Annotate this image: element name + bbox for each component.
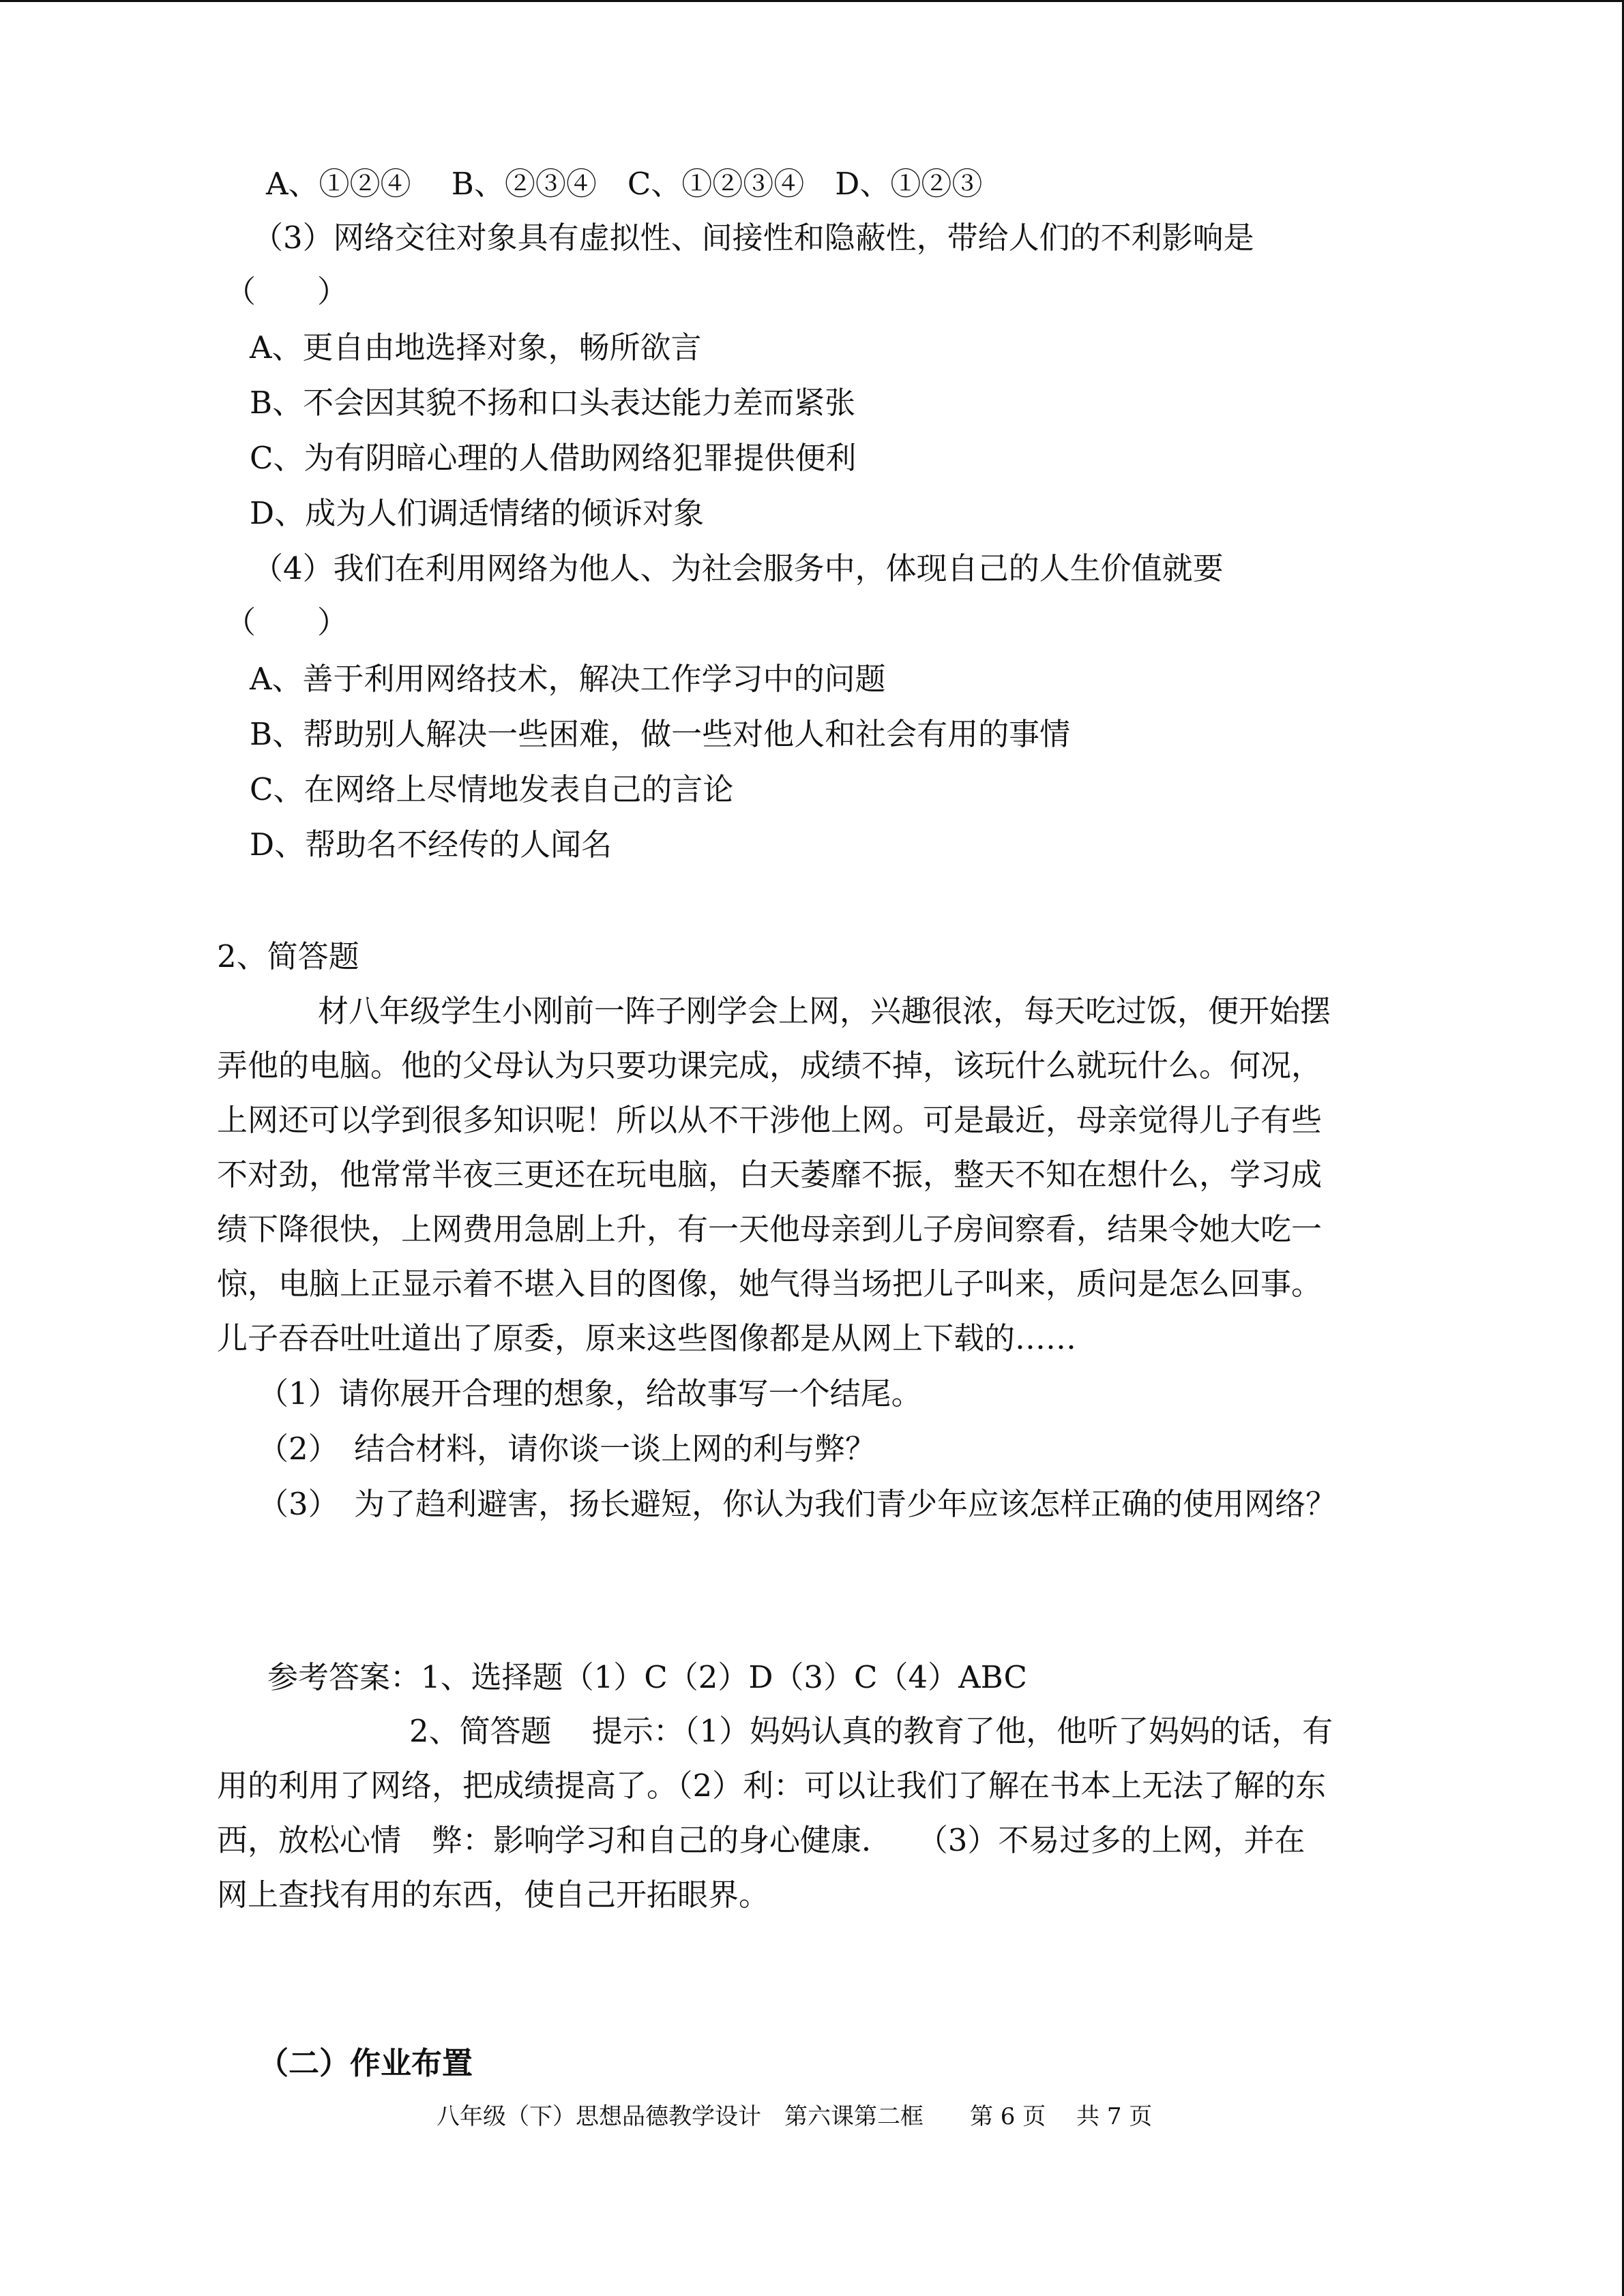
sub-question-1: （1）请你展开合理的想象，给故事写一个结尾。 bbox=[258, 1375, 922, 1412]
top-border-line bbox=[0, 0, 1624, 2]
material-line: 不对劲，他常常半夜三更还在玩电脑，白天萎靡不振，整天不知在想什么，学习成 bbox=[217, 1157, 1323, 1193]
short-answer-heading: 2、简答题 bbox=[217, 938, 359, 974]
q3-option-b: B、不会因其貌不扬和口头表达能力差而紧张 bbox=[250, 385, 856, 421]
sub-question-3: （3） 为了趋利避害，扬长避短，你认为我们青少年应该怎样正确的使用网络？ bbox=[258, 1486, 1337, 1522]
answer-line: 网上查找有用的东西，使自己开拓眼界。 bbox=[217, 1877, 770, 1913]
q3-answer-parens: （ ） bbox=[225, 273, 349, 310]
q4-answer-parens: （ ） bbox=[225, 604, 349, 640]
material-line: 绩下降很快，上网费用急剧上升，有一天他母亲到儿子房间察看，结果令她大吃一 bbox=[217, 1211, 1323, 1247]
sub-question-2: （2） 结合材料，请你谈一谈上网的利与弊？ bbox=[258, 1431, 876, 1467]
q4-option-d: D、帮助名不经传的人闻名 bbox=[250, 826, 612, 863]
q3-option-a: A、更自由地选择对象，畅所欲言 bbox=[250, 329, 702, 366]
material-line: 弄他的电脑。他的父母认为只要功课完成，成绩不掉，该玩什么就玩什么。何况， bbox=[217, 1047, 1323, 1084]
answer-line: 用的利用了网络，把成绩提高了。（2）利：可以让我们了解在书本上无法了解的东 bbox=[217, 1768, 1327, 1804]
q4-option-c: C、在网络上尽情地发表自己的言论 bbox=[250, 771, 734, 807]
q2-options: A、①②④ B、②③④ C、①②③④ D、①②③ bbox=[266, 166, 983, 202]
q3-stem: （3）网络交往对象具有虚拟性、间接性和隐蔽性，带给人们的不利影响是 bbox=[252, 220, 1254, 256]
q3-option-d: D、成为人们调适情绪的倾诉对象 bbox=[250, 495, 705, 531]
material-line: 上网还可以学到很多知识呢！所以从不干涉他上网。可是最近，母亲觉得儿子有些 bbox=[217, 1102, 1323, 1138]
material-line: 儿子吞吞吐吐道出了原委，原来这些图像都是从网上下载的…… bbox=[217, 1320, 1077, 1356]
q3-option-c: C、为有阴暗心理的人借助网络犯罪提供便利 bbox=[250, 440, 857, 476]
material-line: 材八年级学生小刚前一阵子刚学会上网，兴趣很浓，每天吃过饭，便开始摆 bbox=[318, 993, 1331, 1029]
q4-option-a: A、善于利用网络技术，解决工作学习中的问题 bbox=[250, 661, 886, 697]
answer-line: 2、简答题 提示：（1）妈妈认真的教育了他，他听了妈妈的话，有 bbox=[409, 1713, 1333, 1749]
q4-option-b: B、帮助别人解决一些困难，做一些对他人和社会有用的事情 bbox=[250, 716, 1071, 752]
q4-stem: （4）我们在利用网络为他人、为社会服务中，体现自己的人生价值就要 bbox=[252, 550, 1224, 586]
answer-line: 西，放松心情 弊：影响学习和自己的身心健康． （3）不易过多的上网，并在 bbox=[217, 1822, 1305, 1858]
page-footer: 八年级（下）思想品德教学设计 第六课第二框 第 6 页 共 7 页 bbox=[437, 2103, 1153, 2130]
material-line: 惊，电脑上正显示着不堪入目的图像，她气得当场把儿子叫来，质问是怎么回事。 bbox=[217, 1266, 1323, 1302]
answer-line: 参考答案：1、选择题（1）C（2）D（3）C（4）ABC bbox=[267, 1659, 1027, 1695]
section-heading: （二）作业布置 bbox=[258, 2045, 473, 2081]
